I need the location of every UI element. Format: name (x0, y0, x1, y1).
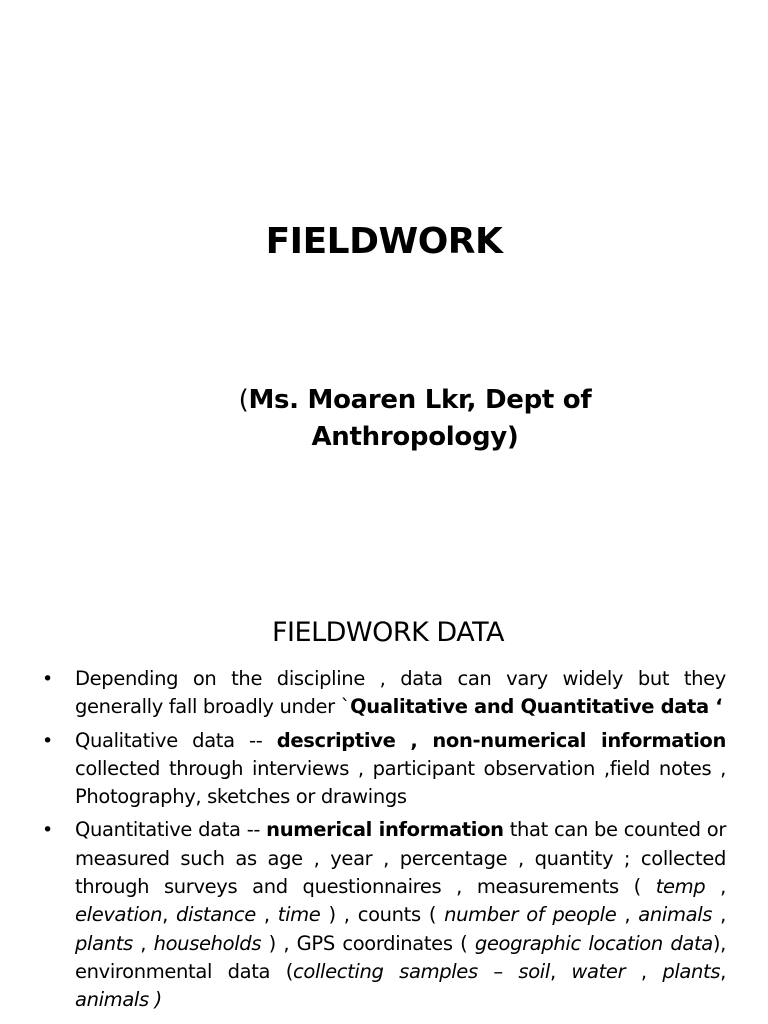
subtitle-open-paren: ( (238, 385, 249, 415)
bullet-text-segment: temp (655, 875, 706, 899)
bullet-text-segment: ), environmental data ( (75, 931, 726, 983)
bullet-dot: • (42, 729, 53, 752)
bullet-text-segment: Quantitative data -- (75, 818, 267, 842)
bullet-list (40, 665, 726, 1020)
bullet-text-segment: Qualitative data -- (75, 728, 277, 752)
bullet-text-segment: collecting samples – soil (293, 959, 550, 983)
bullet-text-segment: , (720, 959, 726, 983)
bullet-text-segment: numerical information (266, 818, 504, 842)
bullet-text-segment: households (153, 931, 262, 955)
bullet-text-segment: that can be counted or measured such as age , year , percentage , quantity ; collected through surveys and questionnaires , measurements ( (75, 818, 726, 899)
bullet-text-segment: , (712, 903, 727, 927)
bullet-item (40, 665, 726, 722)
section-heading: FIELDWORK DATA (272, 617, 504, 648)
bullet-text-segment: animals ) (75, 988, 162, 1012)
bullet-text-segment: collected through interviews , participant observation ,field notes , Photography, sketches or drawings (75, 756, 726, 809)
bullet-text-segment: , (705, 875, 726, 899)
bullet-text-segment: geographic location data (474, 931, 713, 955)
bullet-text-segment: water (571, 959, 626, 983)
bullet-text-segment: Depending on the discipline , data can vary widely but they generally fall broadly under ` (75, 667, 726, 719)
bullet-item (40, 727, 726, 812)
bullet-text-segment: distance (176, 903, 256, 927)
slide-title: FIELDWORK (265, 221, 503, 262)
slide-subtitle (210, 382, 620, 456)
bullet-text-segment: animals (638, 903, 713, 927)
bullet-item (40, 816, 726, 1014)
bullet-text-segment: elevation (75, 903, 163, 927)
bullet-text-segment: time (277, 903, 321, 927)
bullet-text-segment: ) , counts ( (320, 903, 445, 927)
bullet-text-segment: , (255, 903, 278, 927)
bullet-text-segment: descriptive , non-numerical information (276, 728, 726, 752)
bullet-text-segment: , (616, 903, 639, 927)
bullet-text-segment: plants (75, 931, 133, 955)
bullet-text-segment: Qualitative and Quantitative data ‘ (350, 695, 723, 719)
bullet-text-segment: number of people (444, 903, 617, 927)
bullet-text-segment: , (549, 959, 572, 983)
bullet-text-segment: , (162, 903, 177, 927)
bullet-text-segment: , (625, 959, 663, 983)
bullet-text-segment: , (132, 931, 154, 955)
bullet-text-segment: ) , GPS coordinates ( (261, 931, 475, 955)
bullet-text-segment: plants (662, 959, 721, 983)
bullet-dot: • (42, 668, 53, 690)
subtitle-author-dept: Ms. Moaren Lkr, Dept of Anthropology) (248, 385, 592, 452)
bullet-dot: • (42, 819, 53, 842)
